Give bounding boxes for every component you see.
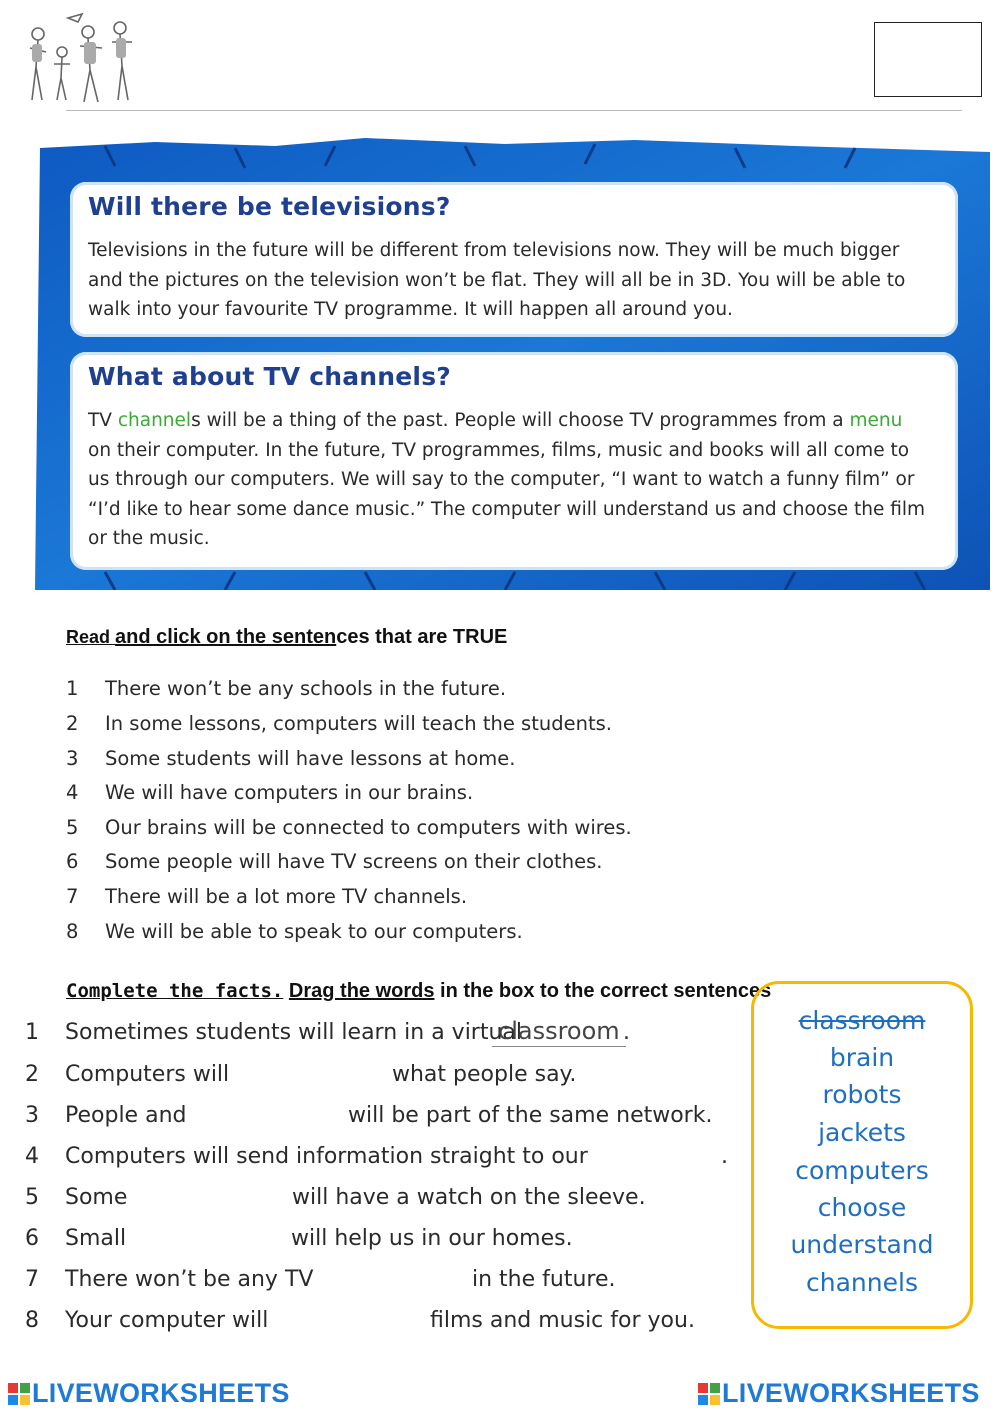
sentence-start: Your computer will	[65, 1308, 269, 1333]
reading-card-televisions	[70, 182, 958, 337]
item-text: Some people will have TV screens on their clothes.	[105, 850, 603, 873]
highlighted-word: channel	[117, 410, 192, 431]
item-text: There won’t be any schools in the future.	[105, 677, 507, 700]
item-number: 8	[66, 920, 79, 943]
item-number: 2	[66, 712, 79, 735]
item-number: 3	[25, 1103, 39, 1128]
item-number: 4	[66, 781, 79, 804]
sentence-start: Sometimes students will learn in a virtual	[65, 1020, 523, 1045]
section-paragraph	[88, 236, 942, 325]
section-paragraph	[88, 406, 942, 554]
answer-drop-slot[interactable]	[189, 1101, 339, 1133]
word-bank-item[interactable]: jackets	[818, 1118, 906, 1147]
task1-instruction	[66, 626, 507, 649]
instruction-part: Drag the words	[288, 980, 435, 1002]
item-number: 3	[66, 747, 79, 770]
answer-drop-slot[interactable]	[315, 1265, 465, 1297]
liveworksheets-logo-left	[8, 1378, 290, 1414]
instruction-part: ces that are TRUE	[336, 626, 508, 648]
sentence-end: films and music for you.	[430, 1308, 695, 1333]
liveworksheets-icon	[8, 1383, 30, 1405]
instruction-part: Read	[66, 627, 116, 647]
answer-drop-slot[interactable]	[570, 1142, 720, 1174]
paragraph-line: “I’d like to hear some dance music.” The computer will understand us and choose the film	[88, 498, 926, 520]
word-bank-item[interactable]: computers	[795, 1156, 929, 1185]
sentence-end: in the future.	[472, 1267, 616, 1292]
header-divider	[66, 110, 962, 111]
reading-card-channels	[70, 352, 958, 570]
item-number: 7	[66, 885, 79, 908]
highlighted-word: menu	[849, 410, 903, 431]
sentence-start: There won’t be any TV	[65, 1267, 314, 1292]
sentence-start: Computers will send information straight to our	[65, 1144, 588, 1169]
item-text: We will be able to speak to our computers.	[105, 920, 523, 943]
task2-instruction	[66, 980, 771, 1003]
item-number: 7	[25, 1267, 39, 1292]
item-text: We will have computers in our brains.	[105, 781, 474, 804]
paragraph-line: walk into your favourite TV programme. It will happen all around you.	[88, 299, 733, 320]
sentence-start: Some	[65, 1185, 128, 1210]
word-bank-item[interactable]: understand	[790, 1230, 934, 1259]
sentence-end: will have a watch on the sleeve.	[292, 1185, 646, 1210]
instruction-part: in the box to the correct sentences	[434, 980, 772, 1002]
sentence-start: Computers will	[65, 1062, 230, 1087]
children-group-icon	[24, 12, 139, 107]
item-number: 4	[25, 1144, 39, 1169]
word-bank-item[interactable]: brain	[829, 1043, 895, 1072]
sentence-end: will be part of the same network.	[348, 1103, 713, 1128]
answer-slot-filled[interactable]: classroom	[492, 1016, 626, 1047]
item-text: Some students will have lessons at home.	[105, 747, 516, 770]
item-number: 6	[66, 850, 79, 873]
brand-name: LIVEWORKSHEETS	[722, 1378, 980, 1408]
answer-drop-slot[interactable]	[135, 1224, 285, 1256]
item-number: 1	[66, 677, 79, 700]
sentence-end: .	[623, 1020, 630, 1045]
item-number: 2	[25, 1062, 39, 1087]
item-number: 8	[25, 1308, 39, 1333]
paragraph-text: TV	[88, 410, 118, 431]
answer-drop-slot[interactable]	[229, 1060, 379, 1092]
sentence-end: will help us in our homes.	[291, 1226, 573, 1251]
answer-drop-slot[interactable]	[275, 1306, 425, 1338]
score-box	[874, 22, 982, 97]
paragraph-text: s will be a thing of the past. People will choose TV programmes from a	[191, 410, 850, 431]
paragraph-line: us through our computers. We will say to the computer, “I want to watch a funny film” or	[88, 469, 915, 490]
paragraph-line: and the pictures on the television won’t be flat. They will all be in 3D. You will be able to	[88, 269, 906, 291]
liveworksheets-icon	[698, 1383, 720, 1405]
section-heading: What about TV channels?	[88, 362, 451, 391]
section-heading: Will there be televisions?	[88, 192, 451, 221]
item-text: In some lessons, computers will teach the students.	[105, 712, 612, 735]
instruction-part: Complete the facts.	[66, 980, 284, 1002]
brand-name: LIVEWORKSHEETS	[32, 1378, 290, 1408]
liveworksheets-logo-right	[698, 1378, 980, 1414]
paragraph-line: on their computer. In the future, TV programmes, films, music and books will all come to	[88, 439, 910, 461]
answer-drop-slot[interactable]	[135, 1183, 285, 1215]
word-bank-item[interactable]: robots	[822, 1080, 902, 1109]
sentence-start: Small	[65, 1226, 127, 1251]
sentence-end: .	[721, 1144, 728, 1169]
sentence-start: People and	[65, 1103, 187, 1128]
word-bank-item-used: classroom	[798, 1006, 926, 1035]
instruction-part: and click on the senten	[115, 626, 337, 648]
item-number: 5	[66, 816, 79, 839]
paragraph-line: or the music.	[88, 528, 210, 549]
item-number: 5	[25, 1185, 39, 1210]
word-bank-item[interactable]: channels	[806, 1268, 918, 1297]
item-number: 6	[25, 1226, 39, 1251]
item-number: 1	[25, 1020, 39, 1045]
paragraph-line: Televisions in the future will be different from televisions now. They will be much bigger	[88, 240, 900, 261]
item-text: There will be a lot more TV channels.	[105, 885, 468, 908]
word-bank-item[interactable]: choose	[817, 1193, 907, 1222]
item-text: Our brains will be connected to computers with wires.	[105, 816, 632, 839]
sentence-end: what people say.	[392, 1062, 577, 1087]
